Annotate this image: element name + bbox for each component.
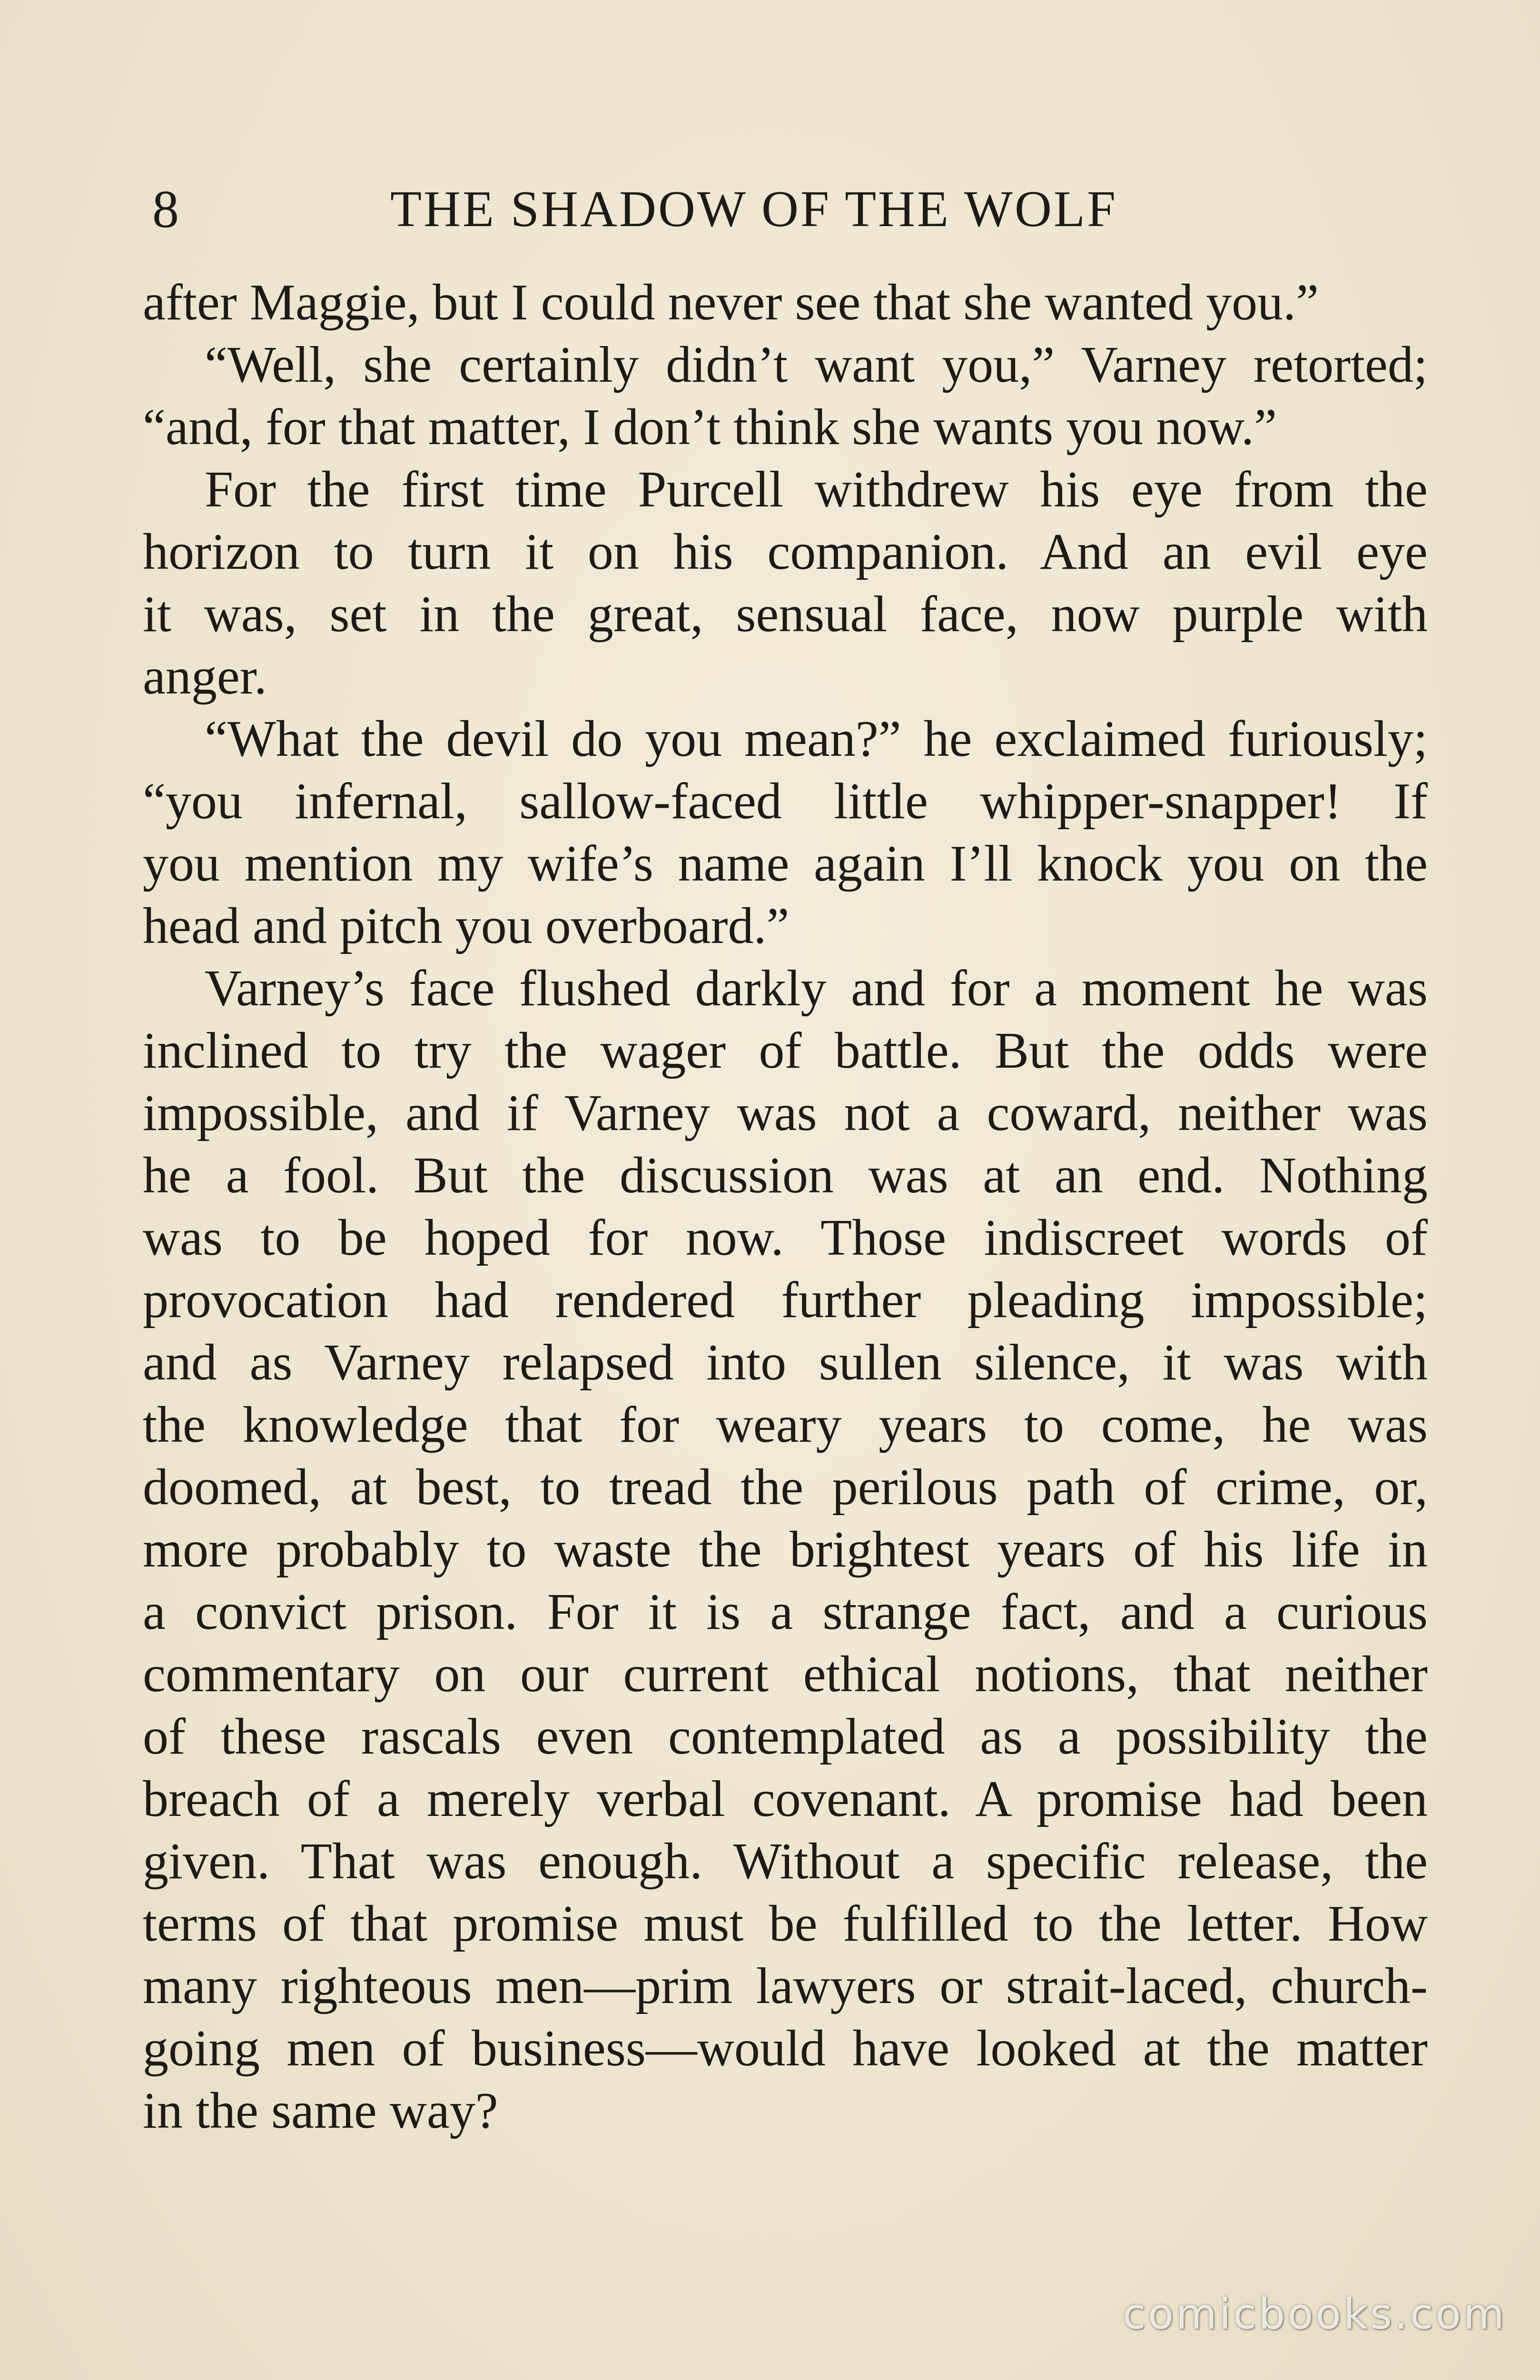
text-line: a convict prison. For it is a strange fact, and a curious: [143, 1584, 1428, 1640]
page-number: 8: [152, 180, 179, 239]
text-line: “and, for that matter, I don’t think she wants you now.”: [143, 399, 1277, 456]
text-line: you mention my wife’s name again I’ll knock you on the: [143, 835, 1428, 892]
text-line: inclined to try the wager of battle. But the odds were: [143, 1022, 1428, 1079]
text-line: For the first time Purcell withdrew his eye from the: [205, 461, 1428, 518]
text-line: more probably to waste the brightest years of his life in: [143, 1521, 1428, 1578]
text-line: of these rascals even contemplated as a possibility the: [143, 1708, 1428, 1765]
text-line: was to be hoped for now. Those indiscreet words of: [143, 1210, 1428, 1266]
text-line: in the same way?: [143, 2082, 498, 2139]
text-line: impossible, and if Varney was not a coward, neither was: [143, 1085, 1428, 1141]
text-line: horizon to turn it on his companion. And an evil eye: [143, 524, 1428, 580]
text-line: many righteous men—prim lawyers or strait-laced, church-: [143, 1958, 1428, 2014]
watermark: comicbooks.com: [1122, 2290, 1507, 2339]
text-line: head and pitch you overboard.”: [143, 898, 790, 954]
text-line: going men of business—would have looked at the matter: [143, 2020, 1428, 2077]
text-line: commentary on our current ethical notions, that neither: [143, 1646, 1428, 1703]
text-line: anger.: [143, 648, 267, 705]
text-line: it was, set in the great, sensual face, now purple with: [143, 586, 1428, 643]
text-line: provocation had rendered further pleading impossible;: [143, 1272, 1428, 1329]
text-line: the knowledge that for weary years to come, he was: [143, 1397, 1428, 1453]
text-line: after Maggie, but I could never see that she wanted you.”: [143, 274, 1319, 331]
running-head-title: THE SHADOW OF THE WOLF: [390, 181, 1118, 238]
text-line: “Well, she certainly didn’t want you,” Varney retorted;: [205, 337, 1428, 393]
text-line: doomed, at best, to tread the perilous path of crime, or,: [143, 1459, 1428, 1516]
text-line: he a fool. But the discussion was at an end. Nothing: [143, 1147, 1428, 1204]
text-line: terms of that promise must be fulfilled to the letter. How: [143, 1895, 1428, 1952]
page-header: [152, 176, 1428, 243]
text-line: Varney’s face flushed darkly and for a moment he was: [205, 960, 1428, 1017]
text-line: “What the devil do you mean?” he exclaimed furiously;: [205, 711, 1428, 767]
text-line: given. That was enough. Without a specific release, the: [143, 1833, 1428, 1890]
text-line: and as Varney relapsed into sullen silence, it was with: [143, 1334, 1428, 1391]
text-line: “you infernal, sallow-faced little whipper-snapper! If: [143, 773, 1428, 830]
body-text: [143, 271, 1428, 2142]
text-line: breach of a merely verbal covenant. A promise had been: [143, 1771, 1428, 1827]
